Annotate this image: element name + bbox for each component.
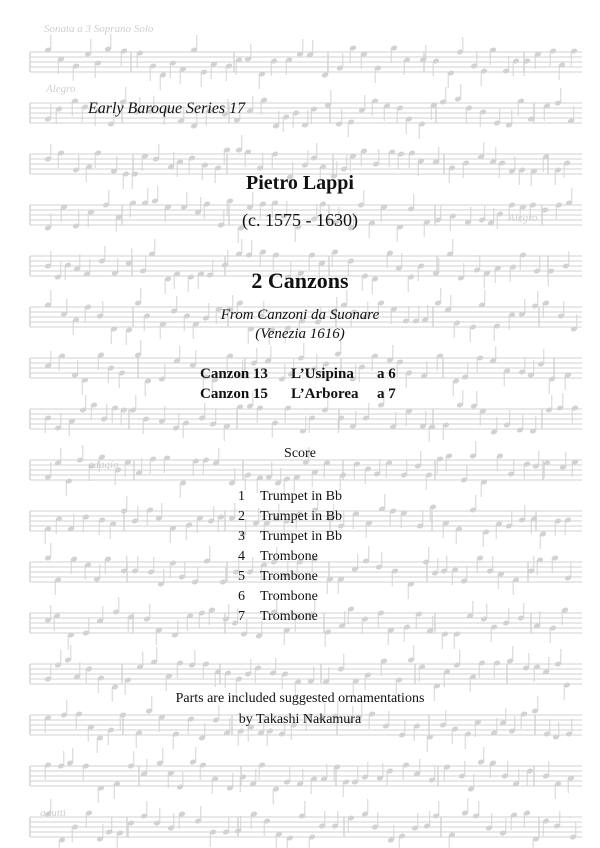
part-number: 2 xyxy=(238,509,245,524)
canzon-name: L’Arborea xyxy=(291,386,359,402)
source-info xyxy=(0,306,600,344)
part-number: 3 xyxy=(238,529,245,544)
canzon-name: L’Usipina xyxy=(291,366,354,382)
note-line-1: Parts are included suggested ornamentations xyxy=(175,691,425,706)
background-tempo-1: Alegro xyxy=(46,83,76,95)
work-title: 2 Canzons xyxy=(251,268,349,293)
composer-name: Pietro Lappi xyxy=(246,172,354,194)
canzon-list xyxy=(200,364,396,404)
canzon-voices: a 6 xyxy=(377,366,396,382)
part-row xyxy=(238,527,342,547)
part-row xyxy=(238,607,342,627)
part-instrument: Trombone xyxy=(260,549,318,564)
parts-list xyxy=(238,487,342,627)
canzon-number: Canzon 13 xyxy=(200,366,268,382)
part-number: 6 xyxy=(238,589,245,604)
canzon-number: Canzon 15 xyxy=(200,386,268,402)
part-number: 7 xyxy=(238,609,245,624)
part-number: 4 xyxy=(238,549,245,564)
composer-dates: (c. 1575 - 1630) xyxy=(242,210,358,230)
canzon-row xyxy=(200,384,396,404)
score-label: Score xyxy=(284,446,316,461)
background-tempo-4: a tutti xyxy=(40,807,66,819)
part-number: 1 xyxy=(238,489,245,504)
canzon-row xyxy=(200,364,396,384)
part-instrument: Trumpet in Bb xyxy=(260,529,342,544)
series-title: Early Baroque Series 17 xyxy=(88,100,246,117)
part-instrument: Trombone xyxy=(260,589,318,604)
source-line-1: From Canzoni da Suonare xyxy=(220,307,380,323)
part-instrument: Trombone xyxy=(260,569,318,584)
part-instrument: Trumpet in Bb xyxy=(260,509,342,524)
part-row xyxy=(238,547,342,567)
part-instrument: Trumpet in Bb xyxy=(260,489,342,504)
part-row xyxy=(238,567,342,587)
source-line-2: (Venezia 1616) xyxy=(255,326,345,342)
part-row xyxy=(238,487,342,507)
background-tempo-2: Alegro xyxy=(508,212,538,224)
part-instrument: Trombone xyxy=(260,609,318,624)
background-header-text: Sonata a 3 Soprano Solo xyxy=(44,23,154,35)
part-row xyxy=(238,507,342,527)
canzon-voices: a 7 xyxy=(377,386,396,402)
background-tempo-3: adagio xyxy=(88,459,119,471)
ornamentation-note xyxy=(0,688,600,730)
part-number: 5 xyxy=(238,569,245,584)
part-row xyxy=(238,587,342,607)
note-line-2: by Takashi Nakamura xyxy=(238,712,362,727)
